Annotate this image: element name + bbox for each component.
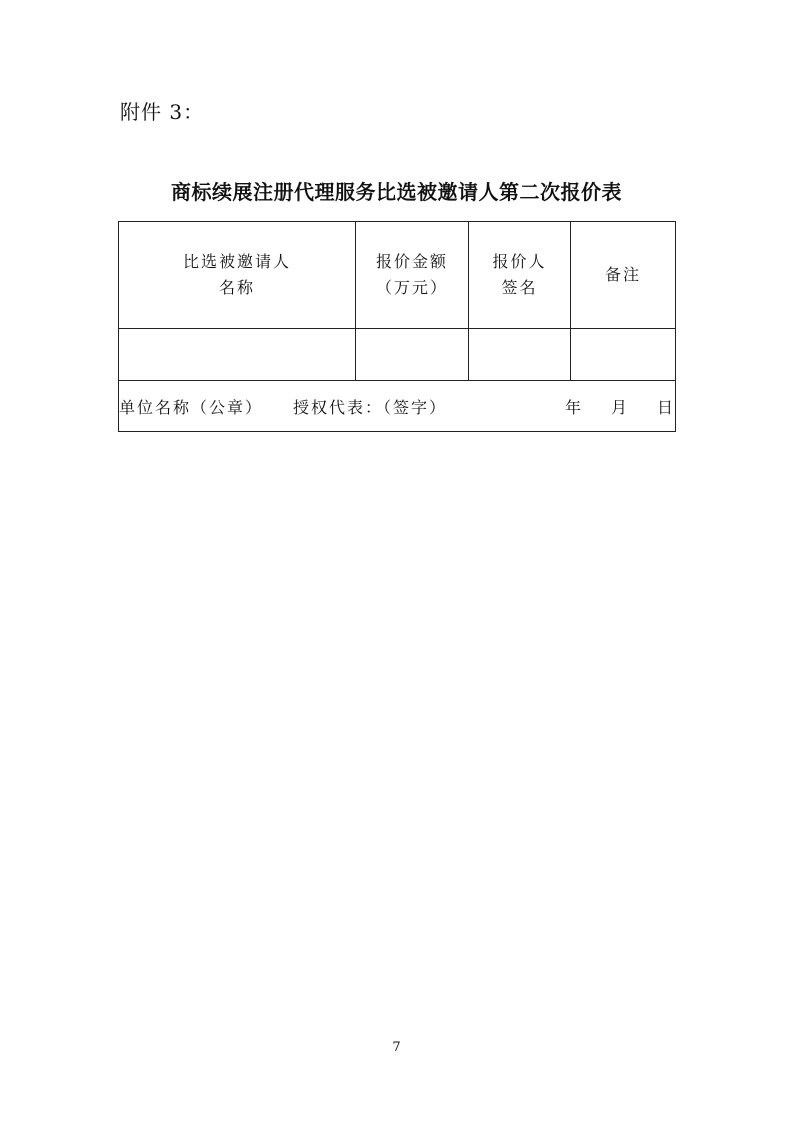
entry-cell-remarks[interactable] — [571, 329, 676, 381]
attachment-label: 附件 3： — [120, 100, 205, 124]
table-footer-row — [119, 381, 676, 432]
header-cell-remarks — [571, 222, 676, 329]
header-invitee-line1: 比选被邀请人 — [182, 252, 291, 271]
date-day-label: 日 — [656, 397, 675, 417]
entry-cell-quoter-signature[interactable] — [469, 329, 571, 381]
footer-line — [119, 395, 675, 418]
date-year-label: 年 — [564, 397, 583, 417]
date-month-label: 月 — [610, 397, 629, 417]
document-title: 商标续展注册代理服务比选被邀请人第二次报价表 — [171, 180, 622, 204]
header-remarks-label: 备注 — [604, 265, 641, 284]
header-invitee-line2: 名称 — [218, 278, 255, 297]
header-amount-line2: （万元） — [375, 278, 448, 297]
page-number: 7 — [392, 1040, 401, 1055]
authorized-rep-signature-label: 授权代表：（签字） — [293, 397, 448, 417]
quotation-table — [118, 221, 676, 432]
header-cell-quoter-signature — [469, 222, 571, 329]
header-signature-line2: 签名 — [501, 278, 538, 297]
header-signature-line1: 报价人 — [492, 252, 547, 271]
footer-cell — [119, 381, 676, 432]
table-header-row — [119, 222, 676, 329]
table-entry-row — [119, 329, 676, 381]
entry-cell-quote-amount[interactable] — [356, 329, 469, 381]
header-cell-quote-amount — [356, 222, 469, 329]
header-amount-line1: 报价金额 — [375, 252, 448, 271]
header-cell-invitee-name — [119, 222, 356, 329]
entry-cell-invitee-name[interactable] — [119, 329, 356, 381]
unit-name-seal-label: 单位名称（公章） — [119, 397, 264, 417]
